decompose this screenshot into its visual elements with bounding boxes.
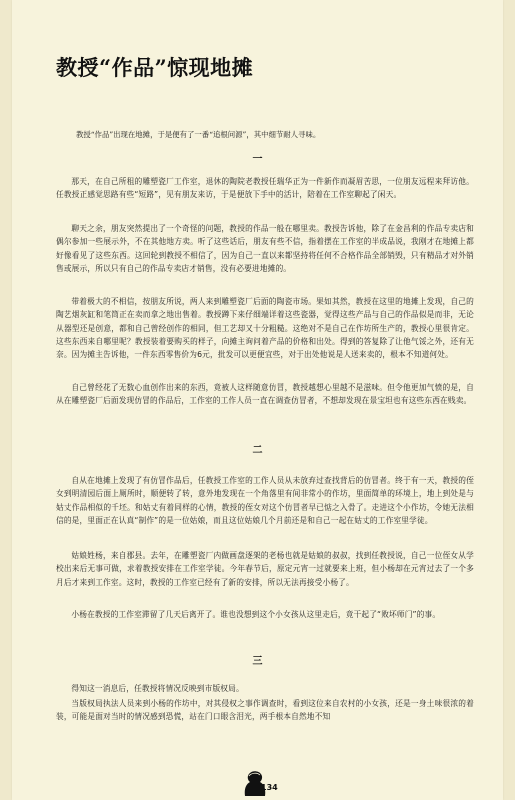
article-title: 教授“作品”惊现地摊 xyxy=(56,55,254,80)
paragraph: 得知这一消息后，任教授将情况反映到市版权局。 xyxy=(71,684,244,693)
paragraph: 自己曾经花了无数心血创作出来的东西，竟被人这样随意仿冒，教授越想心里越不是滋味。但令他更加气愤的是，自从在雕塑瓷厂后面发现仿冒的作品后，工作室的工作人员一直在调查仿冒者，不想却发现在景宝坦也有这些东西在贱卖。 xyxy=(56,383,474,406)
paragraph: 带着极大的不相信，按朋友所说，两人来到雕塑瓷厂后面的陶瓷市场。果如其然，教授在这里的地摊上发现，自己的陶艺烟灰缸和笔筒正在卖而拿之地出售着。教授蹲下来仔细端详着这些瓷器，觉得这些产品与自己的作品似是而非，无论从器型还是创意，都和自己曾经创作的相同，但工艺却又十分粗糙。这绝对不是自己在作坊所生产的，教授心里很肯定。这些东西来自哪里呢？教授装着要购买的样子，向摊主询问着产品的价格和出处。得到的答复除了让他气馁之外，还有无奈。因为摊主告诉他，一件东西零售价为6元，批发可以更便宜些，对于出处他说是人送来卖的，根本不知道何处。 xyxy=(56,297,474,360)
paragraph: 当版权局执法人员来到小杨的作坊中，对其侵权之事作调查时，看到这位来自农村的小女孩，还是一身土味很浓的着装，可能是面对当时的情况感到恐慌，站在门口眼含泪光，两手根本自然地不知 xyxy=(56,699,474,722)
document-page xyxy=(12,0,503,800)
section-number-2: 二 xyxy=(252,445,263,456)
page-number: 134 xyxy=(261,783,278,792)
section-number-3: 三 xyxy=(252,656,263,667)
paragraph: 聊天之余，朋友突然提出了一个奇怪的问题，教授的作品一般在哪里卖。教授告诉他，除了在金昌利的作品专卖店和偶尔参加一些展示外，不在其他地方卖。听了这些话后，朋友有些不信，指着摆在工作室的半成品说，我刚才在地摊上都好像看见了这些东西。这回轮到教授不相信了，因为自己一直以来都坚持将任何不合格作品全部销毁，只有精品才对外销售或展示，所以只有自己的作品专卖店才销售，没有必要进地摊的。 xyxy=(56,224,474,273)
paragraph: 姑娘姓杨，来自郡县。去年，在雕塑瓷厂内做画盘逐架的老杨也就是姑娘的叔叔，找到任教授说，自己一位侄女从学校出来后无事可做，求着教授安排在工作室学徒。今年春节后，原定元宵一过就要来上班，但小杨却在元宵过去了一个多月后才来到工作室。这时，教授的工作室已经有了新的安排，所以无法再接受小杨了。 xyxy=(56,551,474,587)
paragraph: 那天，在自己所租的雕塑瓷厂工作室，退休的陶院老教授任瑞华正为一件新作而凝眉苦思，一位朋友远程来拜访他。任教授正感觉思路有些“短路”，见有朋友来访，于是便放下手中的活计，陪着在工作室聊起了闲天。 xyxy=(56,177,474,200)
article-abstract: 教授“作品”出现在地摊，于是便有了一番“追根问源”，其中细节耐人寻味。 xyxy=(76,130,321,139)
section-number-1: 一 xyxy=(252,154,263,165)
page-number-badge xyxy=(237,770,278,796)
paragraph: 小杨在教授的工作室滞留了几天后离开了。谁也没想到这个小女孩从这里走后，竟干起了“败坏师门”的事。 xyxy=(71,610,441,619)
paragraph: 自从在地摊上发现了有仿冒作品后，任教授工作室的工作人员从未放弃过查找背后的仿冒者。终于有一天，教授的侄女到明清园后面上厕所时，顺便转了转，意外地发现在一个角落里有间非常小的作坊，里面简单的环境上，地上到处是与姑丈作品相似的千坯。和姑丈有着同样的心情，教授的侄女对这个仿冒者早已惦之入骨了。走进这个小作坊，令她无法相信的是，里面正在认真“制作”的是一位姑娘，而且这位姑娘几个月前还是和自己一起在姑丈的工作室里学徒。 xyxy=(56,476,474,525)
